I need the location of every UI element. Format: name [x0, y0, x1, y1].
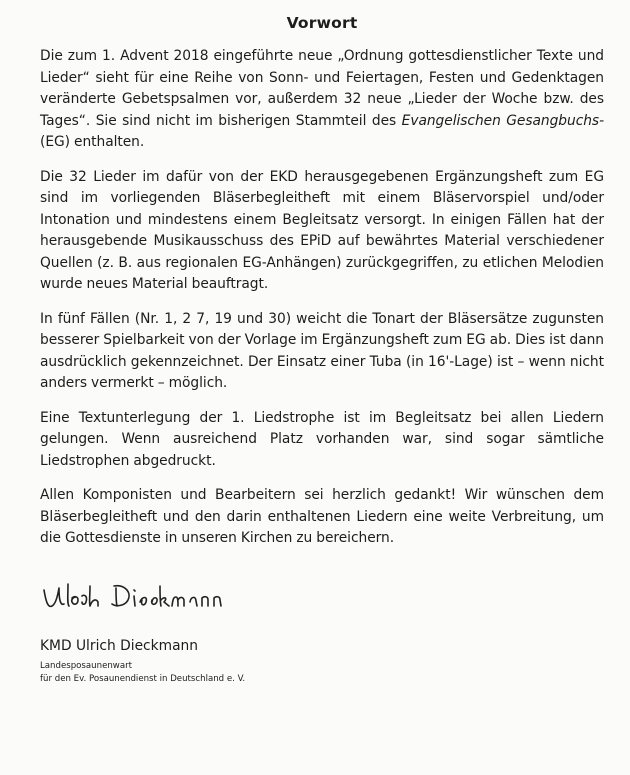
- paragraph-5: Allen Komponisten und Bearbeitern sei herzlich gedankt! Wir wünschen dem Bläserbegleitheft und den darin enthaltenen Liedern eine weite Verbreitung, um die Gottesdienste in unseren Kirchen zu bereichern.: [40, 487, 604, 546]
- paragraph-1-text-b: (EG) enthalten.: [40, 134, 145, 150]
- author-role-line-2: für den Ev. Posaunendienst in Deutschland e. V.: [40, 674, 246, 684]
- paragraph-3: In fünf Fällen (Nr. 1, 2 7, 19 und 30) weicht die Tonart der Bläsersätze zugunsten besserer Spielbarkeit von der Vorlage im Ergänzungsheft zum EG ab. Dies ist dann ausdrücklich gekennzeichnet. Der Einsatz einer Tuba (in 16'-Lage) ist – wenn nicht anders vermerkt – möglich.: [40, 310, 604, 391]
- paragraph-1-text-a: Die zum 1. Advent 2018 eingeführte neue „Ordnung gottesdienstlicher Texte und Lieder“ sieht für eine Reihe von Sonn- und Feiertagen, Festen und Gedenktagen veränderte Gebetspsalmen vor, außerdem 32 neue „Lieder der Woche bzw. des Tages“. Sie sind nicht im bisherigen Stammteil des: [40, 48, 604, 129]
- paragraph-1: [40, 46, 604, 154]
- author-name: KMD Ulrich Dieckmann: [40, 637, 199, 654]
- handwritten-signature: [40, 580, 240, 616]
- signature-icon: [40, 580, 240, 616]
- author-role-line-1: Landesposaunenwart: [40, 660, 133, 671]
- paragraph-4: Eine Textunterlegung der 1. Liedstrophe ist im Begleitsatz bei allen Liedern gelungen. Wenn ausreichend Platz vorhanden war, sind sogar sämtliche Liedstrophen abgedruckt.: [40, 409, 604, 469]
- book-title-italic: Evangelischen Gesangbuchs-: [401, 112, 604, 129]
- page-title: Vorwort: [286, 14, 358, 32]
- paragraph-2: Die 32 Lieder im dafür von der EKD herausgegebenen Ergänzungsheft zum EG sind im vorliegenden Bläserbegleitheft mit einem Bläservorspiel und/oder Intonation und mindestens einem Begleitsatz versorgt. In einigen Fällen hat der herausgebende Musikausschuss des EPiD auf bewährtes Material verschiedener Quellen (z. B. aus regionalen EG-Anhängen) zurückgegriffen, zu etlichen Melodien wurde neues Material beauftragt.: [40, 168, 604, 292]
